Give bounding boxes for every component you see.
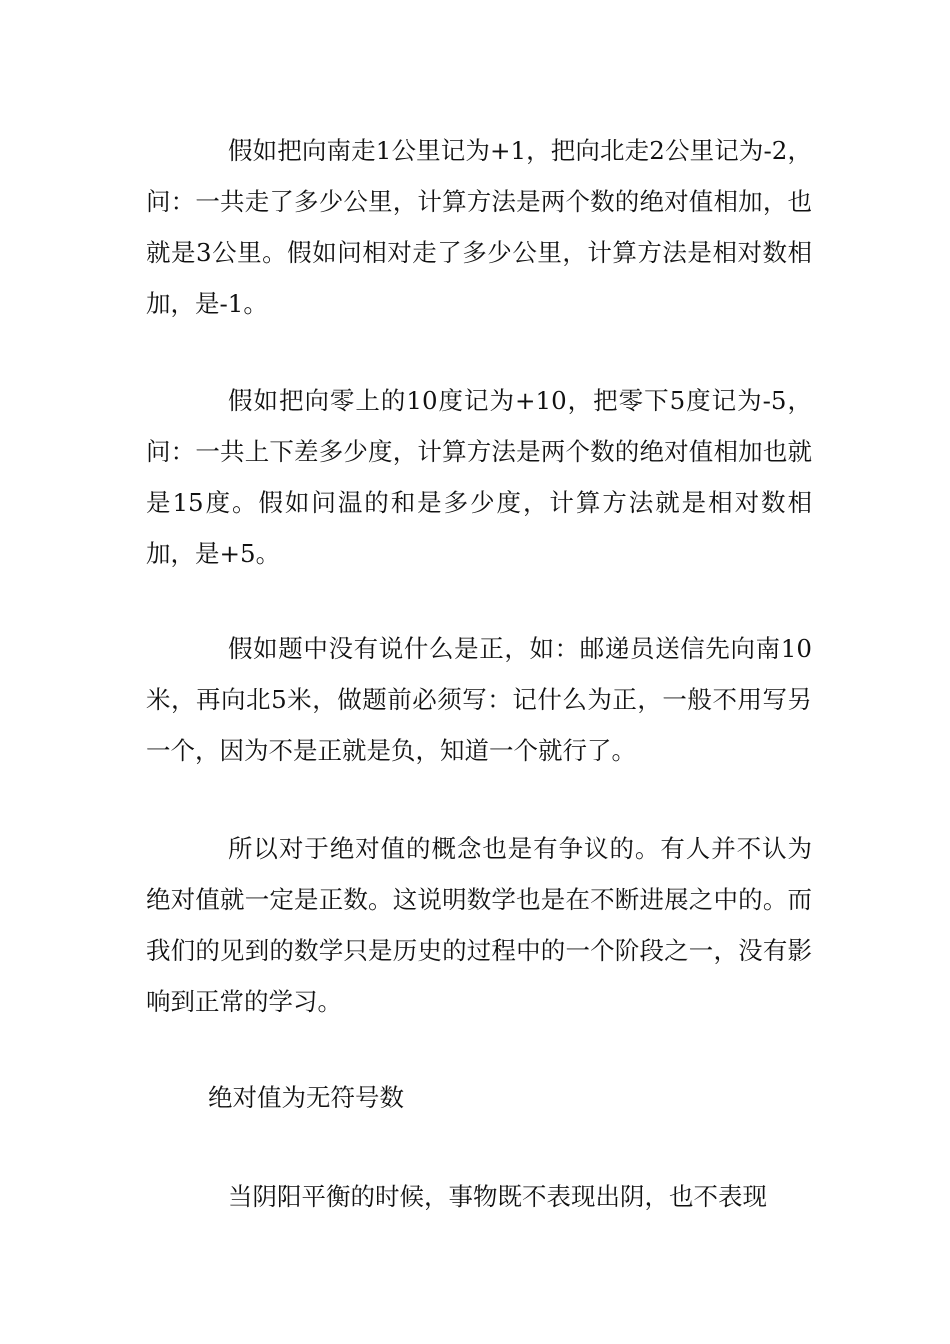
paragraph-4: 所以对于绝对值的概念也是有争议的。有人并不认为绝对值就一定是正数。这说明数学也是在不断进展之中的。而我们的见到的数学只是历史的过程中的一个阶段之一，没有影响到正常的学习。 <box>146 834 812 1016</box>
paragraph-1: 假如把向南走1公里记为+1，把向北走2公里记为-2，问：一共走了多少公里，计算方法是两个数的绝对值相加，也就是3公里。假如问相对走了多少公里，计算方法是相对数相加，是-1。 <box>146 136 812 318</box>
section-heading: 绝对值为无符号数 <box>208 1083 404 1112</box>
paragraph-2: 假如把向零上的10度记为+10，把零下5度记为-5，问：一共上下差多少度，计算方法是两个数的绝对值相加也就是15度。假如问温的和是多少度，计算方法就是相对数相加，是+5。 <box>146 386 812 568</box>
paragraph-3: 假如题中没有说什么是正，如：邮递员送信先向南10米，再向北5米，做题前必须写：记什么为正，一般不用写另一个，因为不是正就是负，知道一个就行了。 <box>146 634 812 765</box>
paragraph-5: 当阴阳平衡的时候，事物既不表现出阴，也不表现 <box>228 1182 767 1211</box>
